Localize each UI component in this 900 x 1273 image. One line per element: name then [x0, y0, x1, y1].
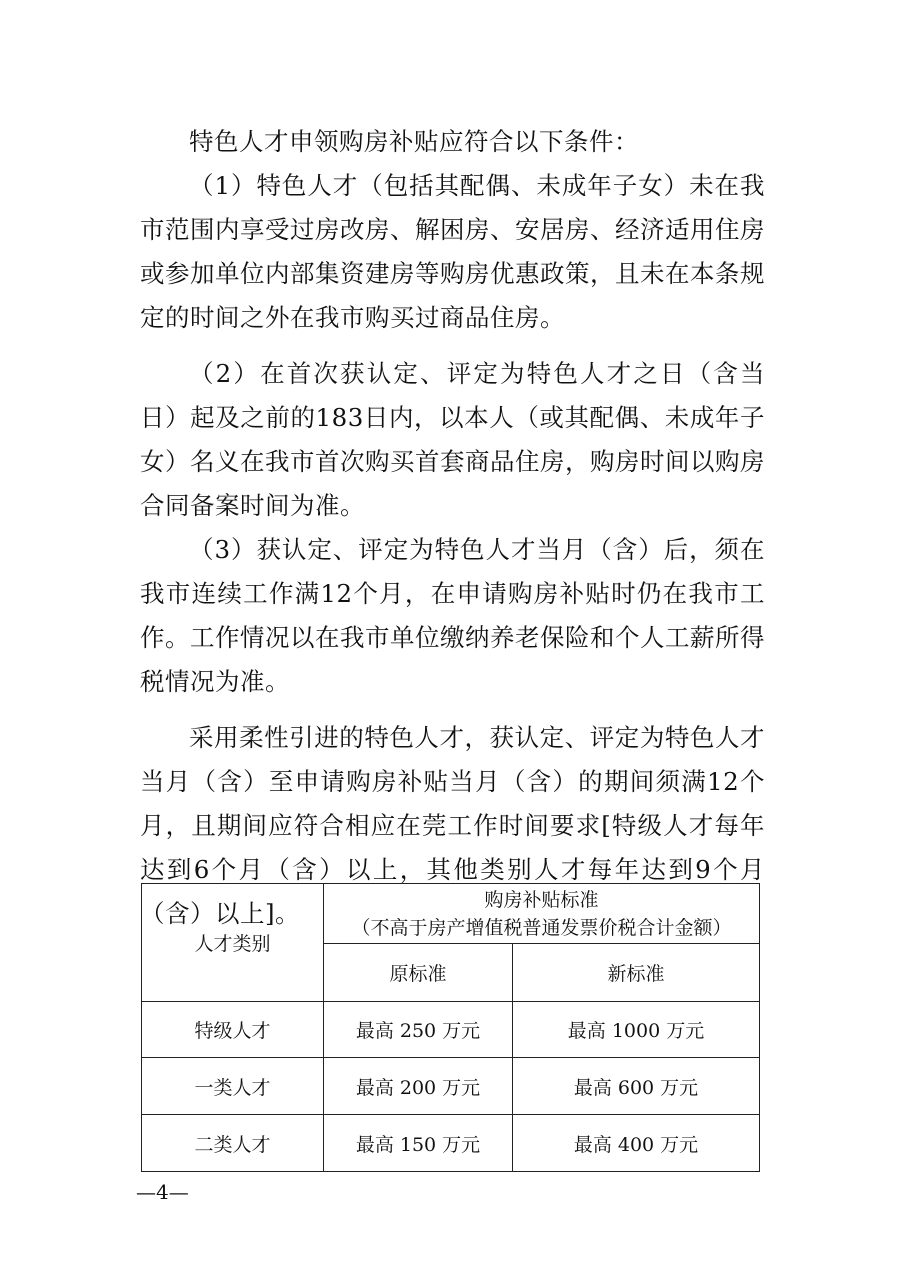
header-category: 人才类别	[142, 884, 324, 1002]
table-row	[142, 1002, 760, 1058]
condition-1-paragraph: （1）特色人才（包括其配偶、未成年子女）未在我市范围内享受过房改房、解困房、安居房、经济适用住房或参加单位内部集资建房等购房优惠政策，且未在本条规定的时间之外在我市购买过商品住房。	[140, 171, 765, 332]
row-new-value: 最高 400 万元	[513, 1115, 760, 1172]
condition-2-paragraph: （2）在首次获认定、评定为特色人才之日（含当日）起及之前的183日内，以本人（或其配偶、未成年子女）名义在我市首次购买首套商品住房，购房时间以购房合同备案时间为准。	[140, 359, 765, 520]
intro-paragraph: 特色人才申领购房补贴应符合以下条件：	[189, 127, 639, 156]
header-subsidy-title: 购房补贴标准	[484, 888, 599, 911]
row-category: 特级人才	[142, 1002, 324, 1058]
header-subsidy-note: （不高于房产增值税普通发票价税合计金额）	[351, 916, 732, 939]
row-original-value: 最高 250 万元	[324, 1002, 513, 1058]
row-new-value: 最高 600 万元	[513, 1058, 760, 1115]
page-number: —4—	[136, 1180, 189, 1204]
table-row	[142, 1058, 760, 1115]
header-subsidy-standard	[324, 884, 760, 944]
subsidy-standard-table	[141, 883, 760, 1172]
row-original-value: 最高 200 万元	[324, 1058, 513, 1115]
header-new-standard: 新标准	[513, 944, 760, 1002]
flexible-talent-paragraph: 采用柔性引进的特色人才，获认定、评定为特色人才当月（含）至申请购房补贴当月（含）的期间须满12个月，且期间应符合相应在莞工作时间要求[特级人才每年达到6个月（含）以上，其他类别人才每年达到9个月（含）以上]。	[140, 723, 765, 928]
table-row	[142, 1115, 760, 1172]
condition-3-paragraph: （3）获认定、评定为特色人才当月（含）后，须在我市连续工作满12个月，在申请购房补贴时仍在我市工作。工作情况以在我市单位缴纳养老保险和个人工薪所得税情况为准。	[140, 535, 765, 696]
row-original-value: 最高 150 万元	[324, 1115, 513, 1172]
row-category: 二类人才	[142, 1115, 324, 1172]
row-category: 一类人才	[142, 1058, 324, 1115]
header-original-standard: 原标准	[324, 944, 513, 1002]
row-new-value: 最高 1000 万元	[513, 1002, 760, 1058]
